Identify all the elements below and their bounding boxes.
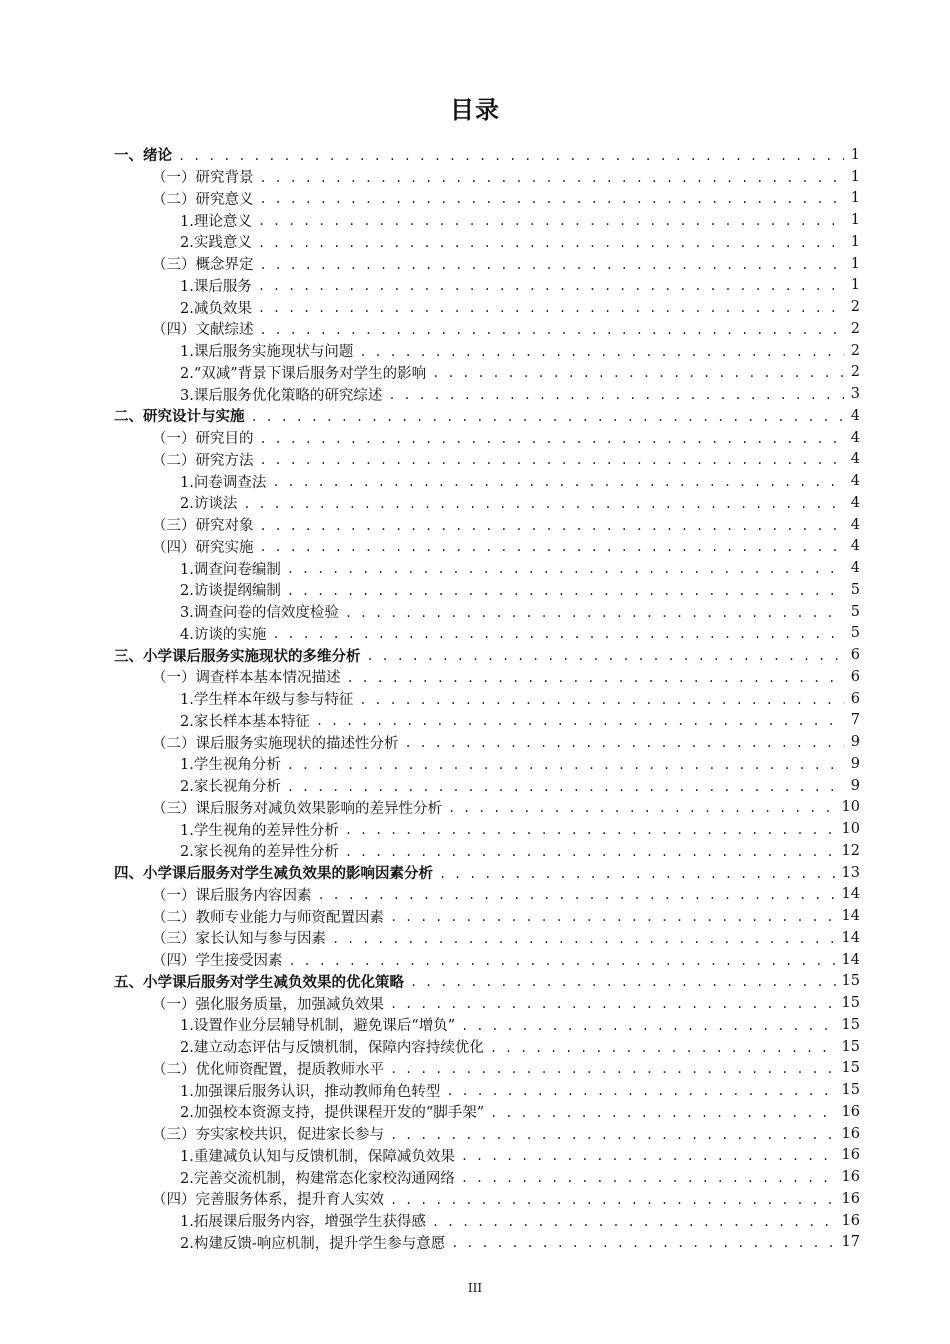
toc-entry-page-number: 14 [841,886,860,903]
toc-entry-label: （一）研究背景 [152,170,254,187]
toc-entry[interactable] [114,1188,860,1210]
toc-entry-label: （四）研究实施 [152,539,254,556]
toc-entry[interactable] [114,1123,860,1145]
toc-entry-page-number: 2 [850,342,860,359]
dot-leader [345,845,836,859]
toc-entry[interactable] [114,971,860,993]
toc-entry-label: 2.构建反馈-响应机制，提升学生参与意愿 [180,1235,446,1252]
dot-leader [405,736,845,750]
dot-leader [287,758,844,772]
dot-leader [461,1019,835,1033]
toc-entry-label: （一）调查样本基本情况描述 [152,670,341,687]
toc-entry-page-number: 1 [850,168,860,185]
dot-leader [260,323,845,337]
toc-entry[interactable] [114,1079,860,1101]
dot-leader [448,801,836,815]
dot-leader [289,954,836,968]
toc-entry[interactable] [114,470,860,492]
toc-entry-page-number: 16 [841,1147,860,1164]
toc-entry-label: 2.“双减”背景下课后服务对学生的影响 [180,365,427,382]
dot-leader [410,975,836,989]
toc-entry-page-number: 15 [841,1060,860,1077]
dot-leader [258,214,844,228]
dot-leader [388,388,844,402]
dot-leader [258,236,844,250]
toc-entry[interactable] [114,514,860,536]
dot-leader [461,1171,836,1185]
dot-leader [251,410,845,424]
toc-entry[interactable] [114,1210,860,1232]
toc-entry-page-number: 4 [850,451,860,468]
dot-leader [272,627,844,641]
toc-entry[interactable] [114,1145,860,1167]
dot-leader [347,671,845,685]
toc-entry[interactable] [114,579,860,601]
toc-entry[interactable] [114,492,860,514]
toc-entry[interactable] [114,1014,860,1036]
toc-entry-page-number: 13 [841,864,860,881]
toc-entry-page-number: 12 [841,842,860,859]
toc-entry[interactable] [114,1101,860,1123]
toc-entry-label: （三）概念界定 [152,257,254,274]
toc-entry-label: 1.课后服务实施现状与问题 [180,344,354,361]
toc-entry[interactable] [114,188,860,210]
toc-entry-label: 2.访谈提纲编制 [180,583,281,600]
dot-leader [390,1193,836,1207]
dot-leader [287,584,844,598]
dot-leader [446,1084,835,1098]
toc-entry-page-number: 1 [850,277,860,294]
dot-leader [490,1041,836,1055]
toc-entry-page-number: 1 [850,190,860,207]
toc-entry-page-number: 4 [850,560,860,577]
dot-leader [390,1062,836,1076]
toc-entry-page-number: 4 [850,473,860,490]
toc-entry-page-number: 16 [841,1103,860,1120]
dot-leader [178,149,844,163]
toc-entry-label: 二、研究设计与实施 [114,409,245,426]
toc-entry[interactable] [114,775,860,797]
toc-entry[interactable] [114,905,860,927]
toc-entry-label: 四、小学课后服务对学生减负效果的影响因素分析 [114,866,433,883]
toc-entry[interactable] [114,275,860,297]
dot-leader [367,649,845,663]
toc-entry[interactable] [114,797,860,819]
toc-entry-label: 4.访谈的实施 [180,626,267,643]
toc-entry-page-number: 10 [841,821,860,838]
toc-entry-label: 2.家长样本基本特征 [180,713,310,730]
dot-leader [461,1149,836,1163]
dot-leader [260,519,845,533]
toc-entry-page-number: 1 [850,233,860,250]
toc-entry-label: 2.家长视角的差异性分析 [180,844,339,861]
toc-entry[interactable] [114,362,860,384]
dot-leader [260,258,845,272]
toc-entry-label: 三、小学课后服务实施现状的多维分析 [114,648,361,665]
dot-leader [390,910,836,924]
toc-entry-page-number: 15 [841,973,860,990]
dot-leader [359,345,844,359]
toc-entry[interactable] [114,231,860,253]
toc-entry[interactable] [114,318,860,340]
toc-entry-page-number: 16 [841,1125,860,1142]
toc-entry[interactable] [114,1058,860,1080]
dot-leader [359,693,844,707]
toc-entry-page-number: 4 [850,516,860,533]
toc-entry[interactable] [114,449,860,471]
toc-entry[interactable] [114,818,860,840]
dot-leader [258,279,844,293]
toc-entry-label: （三）家长认知与参与因素 [152,931,326,948]
toc-entry[interactable] [114,427,860,449]
toc-entry-label: 1.调查问卷编制 [180,561,281,578]
dot-leader [318,888,836,902]
toc-entry[interactable] [114,405,860,427]
toc-entry-page-number: 4 [850,429,860,446]
dot-leader [390,997,836,1011]
toc-entry-label: （二）课后服务实施现状的描述性分析 [152,735,399,752]
dot-leader [260,540,845,554]
toc-entry-label: 2.实践意义 [180,235,252,252]
toc-entry-page-number: 1 [850,255,860,272]
dot-leader [390,1128,836,1142]
toc-entry-label: 3.课后服务优化策略的研究综述 [180,387,383,404]
dot-leader [243,497,844,511]
dot-leader [451,1236,835,1250]
toc-entry[interactable] [114,884,860,906]
dot-leader [332,932,836,946]
toc-entry[interactable] [114,166,860,188]
toc-entry-page-number: 2 [850,364,860,381]
toc-entry-page-number: 4 [850,494,860,511]
toc-entry-page-number: 5 [850,581,860,598]
toc-entry-page-number: 9 [850,755,860,772]
toc-entry-label: （三）夯实家校共识，促进家长参与 [152,1127,384,1144]
toc-entry-label: （一）研究目的 [152,431,254,448]
toc-entry[interactable] [114,862,860,884]
toc-entry-label: （二）教师专业能力与师资配置因素 [152,909,384,926]
toc-entry[interactable] [114,536,860,558]
dot-leader [287,562,844,576]
toc-entry-label: 一、绪论 [114,148,172,165]
toc-entry-page-number: 10 [841,799,860,816]
toc-entry-page-number: 6 [850,647,860,664]
toc-entry-page-number: 1 [850,146,860,163]
toc-entry-label: 1.课后服务 [180,278,252,295]
toc-entry[interactable] [114,253,860,275]
dot-leader [272,475,844,489]
dot-leader [439,867,836,881]
toc-entry-label: 3.调查问卷的信效度检验 [180,605,339,622]
dot-leader [316,714,844,728]
toc-entry[interactable] [114,209,860,231]
toc-entry-label: 1.学生样本年级与参与特征 [180,692,354,709]
toc-entry-page-number: 17 [841,1234,860,1251]
toc-entry-label: 1.理论意义 [180,213,252,230]
dot-leader [260,453,845,467]
toc-entry[interactable] [114,840,860,862]
toc-entry-page-number: 6 [850,690,860,707]
toc-entry-page-number: 16 [841,1212,860,1229]
toc-entry-label: （一）课后服务内容因素 [152,887,312,904]
dot-leader [432,1215,836,1229]
toc-entry[interactable] [114,992,860,1014]
toc-entry-page-number: 16 [841,1169,860,1186]
toc-entry[interactable] [114,383,860,405]
toc-entry-label: 2.建立动态评估与反馈机制，保障内容持续优化 [180,1040,484,1057]
toc-entry-page-number: 3 [850,386,860,403]
toc-entry[interactable] [114,688,860,710]
toc-entry-label: 2.减负效果 [180,300,252,317]
toc-entry-page-number: 9 [850,734,860,751]
toc-entry-label: （四）学生接受因素 [152,953,283,970]
dot-leader [345,823,836,837]
toc-entry-label: （一）强化服务质量，加强减负效果 [152,996,384,1013]
toc-entry-page-number: 4 [850,407,860,424]
dot-leader [490,1106,835,1120]
toc-entry[interactable] [114,949,860,971]
dot-leader [260,192,845,206]
dot-leader [260,171,845,185]
toc-entry-label: 五、小学课后服务对学生减负效果的优化策略 [114,974,404,991]
page-title: 目录 [450,96,500,124]
toc-entry[interactable] [114,601,860,623]
toc-entry[interactable] [114,731,860,753]
toc-entry-page-number: 14 [841,908,860,925]
toc-entry-label: 2.完善交流机制，构建常态化家校沟通网络 [180,1170,455,1187]
toc-entry[interactable] [114,1036,860,1058]
toc-entry-page-number: 9 [850,777,860,794]
toc-entry-label: 2.家长视角分析 [180,779,281,796]
toc-entry-page-number: 7 [850,712,860,729]
page-number: III [467,1281,483,1295]
dot-leader [260,432,845,446]
toc-entry-label: 2.加强校本资源支持，提供课程开发的“脚手架” [180,1105,485,1122]
toc-entry-page-number: 5 [850,603,860,620]
toc-entry[interactable] [114,753,860,775]
toc-entry-label: 1.学生视角的差异性分析 [180,822,339,839]
toc-entry-page-number: 2 [850,299,860,316]
toc-entry-label: 2.访谈法 [180,496,238,513]
toc-entry-label: （二）优化师资配置，提质教师水平 [152,1061,384,1078]
dot-leader [258,301,844,315]
toc-entry[interactable] [114,927,860,949]
toc-entry[interactable] [114,1166,860,1188]
toc-entry-label: 1.设置作业分层辅导机制，避免课后“增负” [180,1018,456,1035]
toc-entry[interactable] [114,623,860,645]
dot-leader [345,606,844,620]
toc-entry[interactable] [114,144,860,166]
toc-entry-page-number: 6 [850,668,860,685]
table-of-contents [114,144,860,1253]
toc-entry-label: （三）研究对象 [152,518,254,535]
toc-entry-page-number: 14 [841,951,860,968]
dot-leader [432,366,844,380]
toc-entry-page-number: 15 [841,995,860,1012]
toc-entry[interactable] [114,710,860,732]
toc-entry-label: 1.学生视角分析 [180,757,281,774]
toc-entry-page-number: 14 [841,929,860,946]
toc-entry[interactable] [114,340,860,362]
toc-entry-page-number: 2 [850,320,860,337]
toc-entry[interactable] [114,666,860,688]
toc-entry-label: 1.拓展课后服务内容，增强学生获得感 [180,1214,426,1231]
toc-entry[interactable] [114,644,860,666]
toc-entry-label: （三）课后服务对减负效果影响的差异性分析 [152,800,442,817]
toc-entry-label: 1.问卷调查法 [180,474,267,491]
toc-entry-page-number: 16 [841,1190,860,1207]
toc-entry-label: （二）研究方法 [152,452,254,469]
toc-entry-page-number: 15 [841,1016,860,1033]
toc-entry[interactable] [114,557,860,579]
toc-entry-label: （四）完善服务体系，提升育人实效 [152,1192,384,1209]
toc-entry-page-number: 15 [841,1038,860,1055]
toc-entry-page-number: 15 [841,1082,860,1099]
dot-leader [287,780,844,794]
toc-entry-page-number: 4 [850,538,860,555]
toc-entry-label: 1.重建减负认知与反馈机制，保障减负效果 [180,1148,455,1165]
toc-entry-label: （二）研究意义 [152,191,254,208]
toc-entry-label: 1.加强课后服务认识，推动教师角色转型 [180,1083,441,1100]
toc-entry-page-number: 1 [850,212,860,229]
toc-entry[interactable] [114,1232,860,1254]
toc-entry-label: （四）文献综述 [152,322,254,339]
toc-entry-page-number: 5 [850,625,860,642]
toc-entry[interactable] [114,296,860,318]
